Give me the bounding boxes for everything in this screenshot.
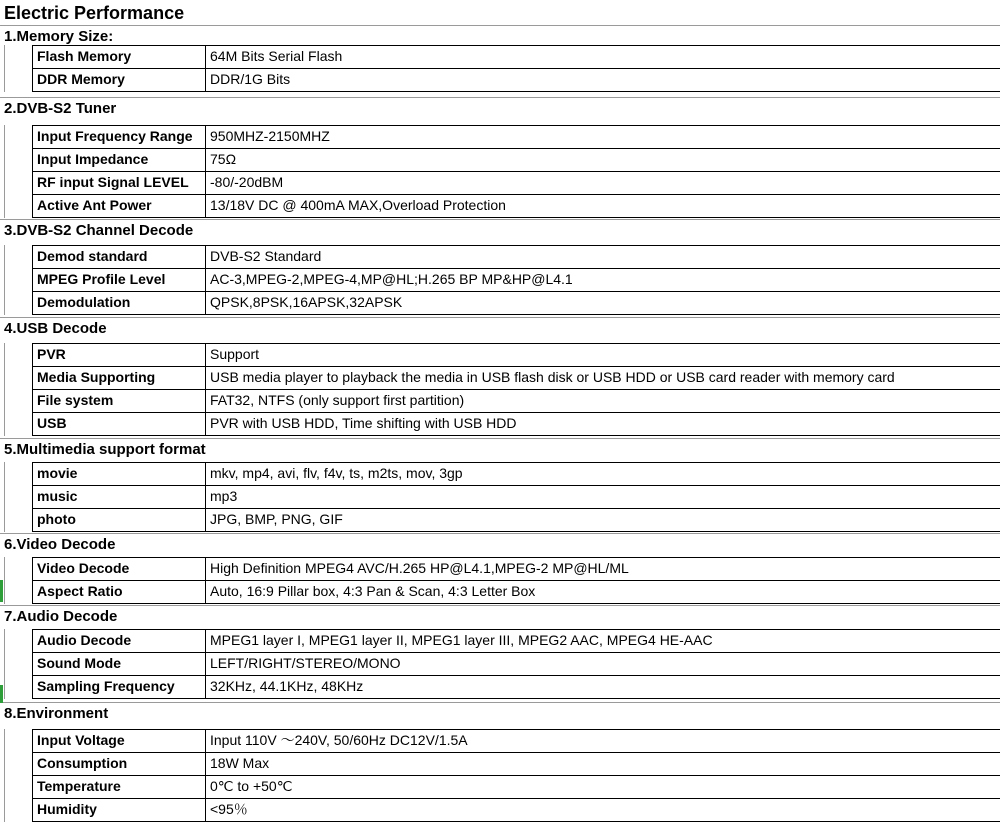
table-row <box>32 752 1000 775</box>
spec-value: DVB-S2 Standard <box>210 248 322 264</box>
spec-key: RF input Signal LEVEL <box>32 172 206 194</box>
spec-key: Active Ant Power <box>32 195 206 217</box>
spec-key: Input Frequency Range <box>32 126 206 148</box>
spec-key: DDR Memory <box>32 69 206 91</box>
section-heading: 7.Audio Decode <box>4 608 118 625</box>
section-heading: 6.Video Decode <box>4 536 116 553</box>
spec-key: PVR <box>32 344 206 366</box>
spec-value: 950MHZ-2150MHZ <box>210 128 330 144</box>
table-row <box>32 629 1000 652</box>
spec-value: -80/-20dBM <box>210 174 284 190</box>
spec-value: 32KHz, 44.1KHz, 48KHz <box>210 678 364 694</box>
spec-key: Aspect Ratio <box>32 581 206 603</box>
section-heading: 4.USB Decode <box>4 320 107 337</box>
table-row <box>32 343 1000 366</box>
spec-value: 75Ω <box>210 151 237 167</box>
spec-key: MPEG Profile Level <box>32 269 206 291</box>
spec-value: Input 110V ～240V, 50/60Hz DC12V/1.5A <box>210 732 468 748</box>
spec-key: Input Voltage <box>32 730 206 752</box>
spec-value: MPEG1 layer I, MPEG1 layer II, MPEG1 layer III, MPEG2 AAC, MPEG4 HE-AAC <box>210 632 713 648</box>
table-row <box>32 268 1000 291</box>
section-left-rule <box>4 245 5 315</box>
spec-key: Sampling Frequency <box>32 676 206 698</box>
spec-key: Flash Memory <box>32 46 206 68</box>
table-row <box>32 580 1000 604</box>
spec-value: AC-3,MPEG-2,MPEG-4,MP@HL;H.265 BP MP&HP@L4.1 <box>210 271 573 287</box>
document-title: Electric Performance <box>4 3 185 23</box>
spec-value: LEFT/RIGHT/STEREO/MONO <box>210 655 401 671</box>
table-row <box>32 125 1000 148</box>
section-left-rule <box>4 462 5 532</box>
section-left-rule <box>4 125 5 218</box>
section-divider <box>0 533 1000 534</box>
spec-value: 0℃ to +50℃ <box>210 778 293 794</box>
spec-key: music <box>32 486 206 508</box>
table-row <box>32 675 1000 699</box>
spec-value: mkv, mp4, avi, flv, f4v, ts, m2ts, mov, 3gp <box>210 465 463 481</box>
spec-value: Support <box>210 346 260 362</box>
section-left-rule <box>4 729 5 822</box>
spec-key: Demod standard <box>32 246 206 268</box>
section-left-rule <box>4 45 5 92</box>
edge-mark <box>0 580 3 602</box>
section-heading: 2.DVB-S2 Tuner <box>4 100 117 117</box>
spec-value: DDR/1G Bits <box>210 71 291 87</box>
spec-value: JPG, BMP, PNG, GIF <box>210 511 343 527</box>
section-divider <box>0 702 1000 703</box>
table-row <box>32 557 1000 580</box>
spec-key: Input Impedance <box>32 149 206 171</box>
spec-key: photo <box>32 509 206 531</box>
table-row <box>32 366 1000 389</box>
table-row <box>32 389 1000 412</box>
table-row <box>32 171 1000 194</box>
spec-value: mp3 <box>210 488 238 504</box>
section-divider <box>0 317 1000 318</box>
table-row <box>32 148 1000 171</box>
section-heading: 3.DVB-S2 Channel Decode <box>4 222 194 239</box>
spec-value: PVR with USB HDD, Time shifting with USB HDD <box>210 415 517 431</box>
spec-value: Auto, 16:9 Pillar box, 4:3 Pan & Scan, 4:3 Letter Box <box>210 583 536 599</box>
spec-key: Video Decode <box>32 558 206 580</box>
table-row <box>32 291 1000 315</box>
spec-value: 13/18V DC @ 400mA MAX,Overload Protection <box>210 197 506 213</box>
section-heading: 5.Multimedia support format <box>4 441 206 458</box>
table-row <box>32 652 1000 675</box>
spec-key: Audio Decode <box>32 630 206 652</box>
spec-key: Sound Mode <box>32 653 206 675</box>
spec-key: Demodulation <box>32 292 206 314</box>
section-left-rule <box>4 343 5 436</box>
spec-value: QPSK,8PSK,16APSK,32APSK <box>210 294 403 310</box>
section-left-rule <box>4 557 5 604</box>
table-row <box>32 412 1000 436</box>
section-divider <box>0 97 1000 98</box>
table-row <box>32 45 1000 68</box>
section-divider <box>0 605 1000 606</box>
table-row <box>32 245 1000 268</box>
spec-value: High Definition MPEG4 AVC/H.265 HP@L4.1,MPEG-2 MP@HL/ML <box>210 560 629 576</box>
spec-key: Humidity <box>32 799 206 821</box>
table-row <box>32 775 1000 798</box>
table-row <box>32 194 1000 218</box>
spec-key: Temperature <box>32 776 206 798</box>
table-row <box>32 68 1000 92</box>
spec-value: FAT32, NTFS (only support first partition) <box>210 392 465 408</box>
spec-key: USB <box>32 413 206 435</box>
table-row <box>32 508 1000 532</box>
spec-key: Media Supporting <box>32 367 206 389</box>
spec-key: movie <box>32 463 206 485</box>
edge-mark <box>0 685 3 703</box>
section-divider <box>0 25 1000 26</box>
spec-key: Consumption <box>32 753 206 775</box>
section-left-rule <box>4 629 5 699</box>
table-row <box>32 485 1000 508</box>
table-row <box>32 798 1000 822</box>
section-heading: 1.Memory Size: <box>4 28 114 45</box>
spec-value: USB media player to playback the media in USB flash disk or USB HDD or USB card reader with memory card <box>210 369 895 385</box>
spec-value: 64M Bits Serial Flash <box>210 48 343 64</box>
table-row <box>32 462 1000 485</box>
table-row <box>32 729 1000 752</box>
spec-value: <95％ <box>210 801 248 817</box>
spec-key: File system <box>32 390 206 412</box>
section-heading: 8.Environment <box>4 705 109 722</box>
spec-value: 18W Max <box>210 755 270 771</box>
